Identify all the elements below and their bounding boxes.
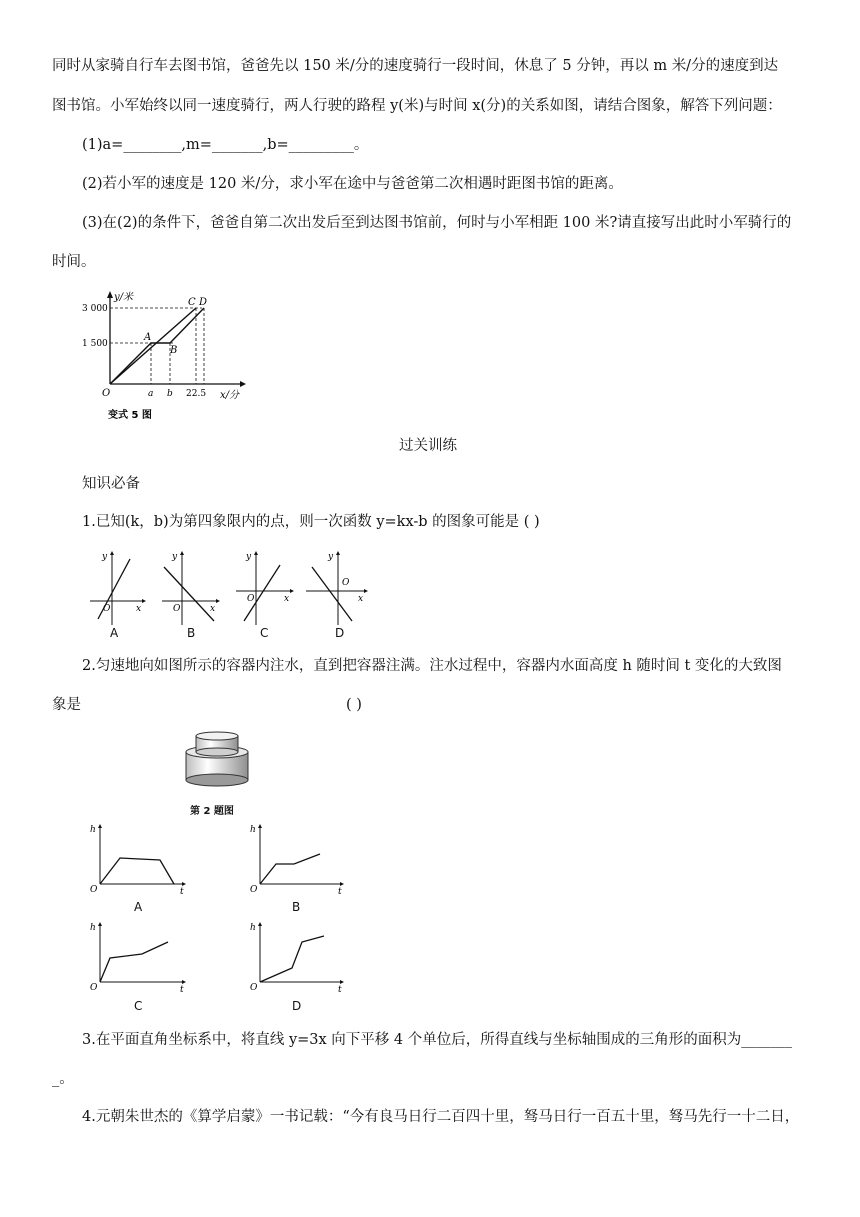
distance-time-graph [80,286,250,426]
q2-c-origin: O [90,983,98,993]
q1-d-origin: O [342,578,350,588]
sub-question-1: (1)a=________,m=_______,b=_________。 [82,137,369,153]
problem-text-line-2: 图书馆。小军始终以同一速度骑行，两人行驶的路程 y(米)与时间 x(分)的关系如图，请结合图象，解答下列问题： [52,98,782,114]
q1-b-y-label: y [172,552,178,562]
q2-graph-b [250,824,344,897]
q2-d-h-label: h [250,923,256,933]
y-tick-3000: 3 000 [82,304,108,314]
q1-graph-d [306,551,368,625]
sub-question-3-line-1: (3)在(2)的条件下，爸爸自第二次出发后至到达图书馆前，何时与小军相距 100 米?请直接写出此时小军骑行的 [82,215,792,231]
q2-graph-a [90,824,186,897]
y-axis-label: y/米 [114,292,134,303]
q2-a-h-label: h [90,825,96,835]
q1-a-x-label: x [136,604,142,614]
question-3-text-line-2: _。 [52,1071,74,1087]
y-tick-1500: 1 500 [82,339,108,349]
q1-choice-a-label: A [110,626,119,640]
q2-d-t-label: t [338,985,342,995]
q1-b-origin: O [173,604,181,614]
q1-a-y-label: y [102,552,108,562]
figure-caption: 变式 5 图 [108,410,152,421]
q1-graph-b [162,551,220,625]
q1-a-origin: O [103,604,111,614]
container-caption: 第 2 题图 [190,806,234,817]
x-tick-a: a [148,389,154,399]
q1-b-x-label: x [210,604,216,614]
q2-b-t-label: t [338,887,342,897]
question-2-text-line-1: 2.匀速地向如图所示的容器内注水，直到把容器注满。注水过程中，容器内水面高度 h 随时间 t 变化的大致图 [82,658,782,674]
point-b-label: B [170,345,178,356]
x-tick-b: b [167,389,173,399]
q2-b-origin: O [250,885,258,895]
q1-d-x-label: x [358,594,364,604]
q2-graph-c [90,922,186,995]
q1-choice-b-label: B [187,626,196,640]
x-tick-22-5: 22.5 [186,389,207,399]
origin-label: O [102,388,111,399]
problem-text-line-1: 同时从家骑自行车去图书馆，爸爸先以 150 米/分的速度骑行一段时间，休息了 5 分钟，再以 m 米/分的速度到达 [52,58,779,74]
q2-choice-d-label: D [292,999,302,1013]
q2-choice-graphs [84,820,364,1020]
q2-choice-b-label: B [292,900,301,914]
q2-c-h-label: h [90,923,96,933]
q1-d-y-label: y [328,552,334,562]
question-2-answer-bracket: ( ) [346,697,362,713]
question-1-text: 1.已知(k，b)为第四象限内的点，则一次函数 y=kx-b 的图象可能是 ( ) [82,514,540,530]
water-container-illustration [180,728,260,796]
q2-graph-d [250,922,344,995]
q1-c-origin: O [247,594,255,604]
q2-b-h-label: h [250,825,256,835]
question-2-text-line-2: 象是 [52,697,81,713]
q1-graph-a [90,551,146,625]
q2-choice-c-label: C [134,999,143,1013]
q2-choice-a-label: A [134,900,143,914]
question-4-text-line-1: 4.元朝朱世杰的《算学启蒙》一书记载：“今有良马日行二百四十里，驽马日行一百五十里，驽马先行一十二日， [82,1109,800,1125]
q2-a-origin: O [90,885,98,895]
question-3-text-line-1: 3.在平面直角坐标系中，将直线 y=3x 向下平移 4 个单位后，所得直线与坐标轴围成的三角形的面积为_______ [82,1032,792,1048]
q1-c-x-label: x [284,594,290,604]
q2-a-t-label: t [180,887,184,897]
section-subtitle: 知识必备 [82,476,140,492]
section-title: 过关训练 [399,438,457,454]
q1-choice-c-label: C [260,626,269,640]
point-a-label: A [144,332,152,343]
sub-question-3-line-2: 时间。 [52,254,96,270]
sub-question-2: (2)若小军的速度是 120 米/分，求小军在途中与爸爸第二次相遇时距图书馆的距离。 [82,176,623,192]
q1-c-y-label: y [246,552,252,562]
x-axis-label: x/分 [220,390,240,401]
point-d-label: D [199,297,208,308]
q2-c-t-label: t [180,985,184,995]
q1-choice-d-label: D [335,626,345,640]
point-c-label: C [188,297,196,308]
q2-d-origin: O [250,983,258,993]
q1-graph-c [236,551,294,625]
